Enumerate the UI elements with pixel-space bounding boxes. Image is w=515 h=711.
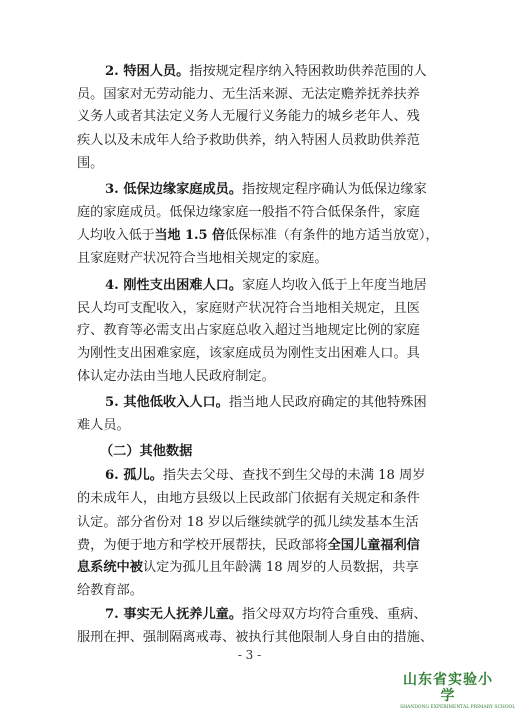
text: 疗、教育等必需支出占家庭总收入超过当地规定比例的家庭 <box>77 323 420 339</box>
text: 且家庭财产状况符合当地相关规定的家庭。 <box>77 251 328 267</box>
text: 民人均可支配收入，家庭财产状况符合当地相关规定，且医 <box>77 300 420 316</box>
school-logo <box>400 672 515 710</box>
text-line <box>105 605 427 625</box>
text: 疾人以及未成年人给予救助供养，纳入特困人员救助供养范 <box>77 132 420 148</box>
text: 员。国家对无劳动能力、无生活来源、无法定赡养抚养扶养 <box>77 87 420 103</box>
text: 围。 <box>77 155 104 171</box>
bold-text: 息系统中被 <box>77 559 143 575</box>
text: 体认定办法由当地人民政府制定。 <box>77 369 275 385</box>
text-line <box>77 416 130 436</box>
text-line <box>77 344 420 364</box>
text-line <box>77 581 143 601</box>
text-line <box>77 299 420 319</box>
text: 指按规定程序确认为低保边缘家 <box>242 182 427 197</box>
text-line <box>105 393 427 413</box>
text: 给教育部。 <box>77 583 143 598</box>
text: 义务人或者其法定义务人无履行义务能力的城乡老年人、残 <box>77 109 420 125</box>
text: 认定。部分省份对 18 岁以后继续就学的孤儿续发基本生活 <box>77 514 419 530</box>
bold-text: 6. 孤儿。 <box>105 468 163 484</box>
text: 的未成年人，由地方县级以上民政部门依据有关规定和条件 <box>77 491 420 507</box>
text-line <box>77 249 328 269</box>
school-logo-english-name: SHANDONG EXPERIMENTAL PRIMARY SCHOOL <box>400 705 515 710</box>
text: 庭的家庭成员。低保边缘家庭一般指不符合低保条件，家庭 <box>77 205 420 221</box>
text-line <box>77 558 419 578</box>
bold-text: 2. 特困人员。 <box>105 64 190 79</box>
text-line <box>105 466 425 486</box>
bold-text: 3. 低保边缘家庭成员。 <box>105 182 243 197</box>
bold-text: （二）其他数据 <box>100 443 193 459</box>
text: 人均收入低于 <box>77 228 155 244</box>
text: 指按规定程序纳入特困救助供养范围的人 <box>189 64 427 79</box>
page-number: - 3 - <box>237 648 262 662</box>
bold-text: 4. 刚性支出困难人口。 <box>105 277 243 293</box>
text-line <box>77 154 103 174</box>
text-line <box>77 321 420 341</box>
text: 为刚性支出困难家庭，该家庭成员为刚性支出困难人口。具 <box>77 346 420 362</box>
text: 指父母双方均符合重残、重病、 <box>242 606 427 622</box>
bold-text: 5. 其他低收入人口。 <box>105 394 229 410</box>
text-line <box>105 62 427 82</box>
text-line <box>77 107 420 127</box>
bold-text: 当地 1.5 倍 <box>154 228 225 244</box>
text-line <box>77 489 420 509</box>
text-line <box>77 536 420 556</box>
text-line <box>105 180 427 200</box>
text-line <box>77 628 433 648</box>
text-line <box>105 276 427 296</box>
text-line <box>77 226 438 246</box>
text: 指当地人民政府确定的其他特殊困 <box>228 394 427 410</box>
text: 指失去父母、查找不到生父母的未满 18 周岁 <box>162 468 426 484</box>
text-line <box>77 513 419 533</box>
bold-text: 7. 事实无人抚养儿童。 <box>105 606 243 622</box>
text-line <box>77 203 420 223</box>
text-line <box>77 131 420 151</box>
text: 难人员。 <box>77 418 130 433</box>
school-logo-name: 山东省实验小学 <box>403 672 493 704</box>
text: 费，为便于地方和学校开展帮扶，民政部将 <box>77 537 328 553</box>
text-line <box>77 367 275 387</box>
text: 认定为孤儿且年龄满 18 周岁的人员数据，共享 <box>142 559 419 575</box>
text: 低保标准（有条件的地方适当放宽）， <box>224 228 439 244</box>
text-line <box>77 85 420 105</box>
bold-text: 全国儿童福利信 <box>327 537 420 553</box>
text: 家庭人均收入低于上年度当地居 <box>242 277 427 293</box>
text-line <box>100 442 192 462</box>
text: 服刑在押、强制隔离戒毒、被执行其他限制人身自由的措施、 <box>77 630 434 645</box>
